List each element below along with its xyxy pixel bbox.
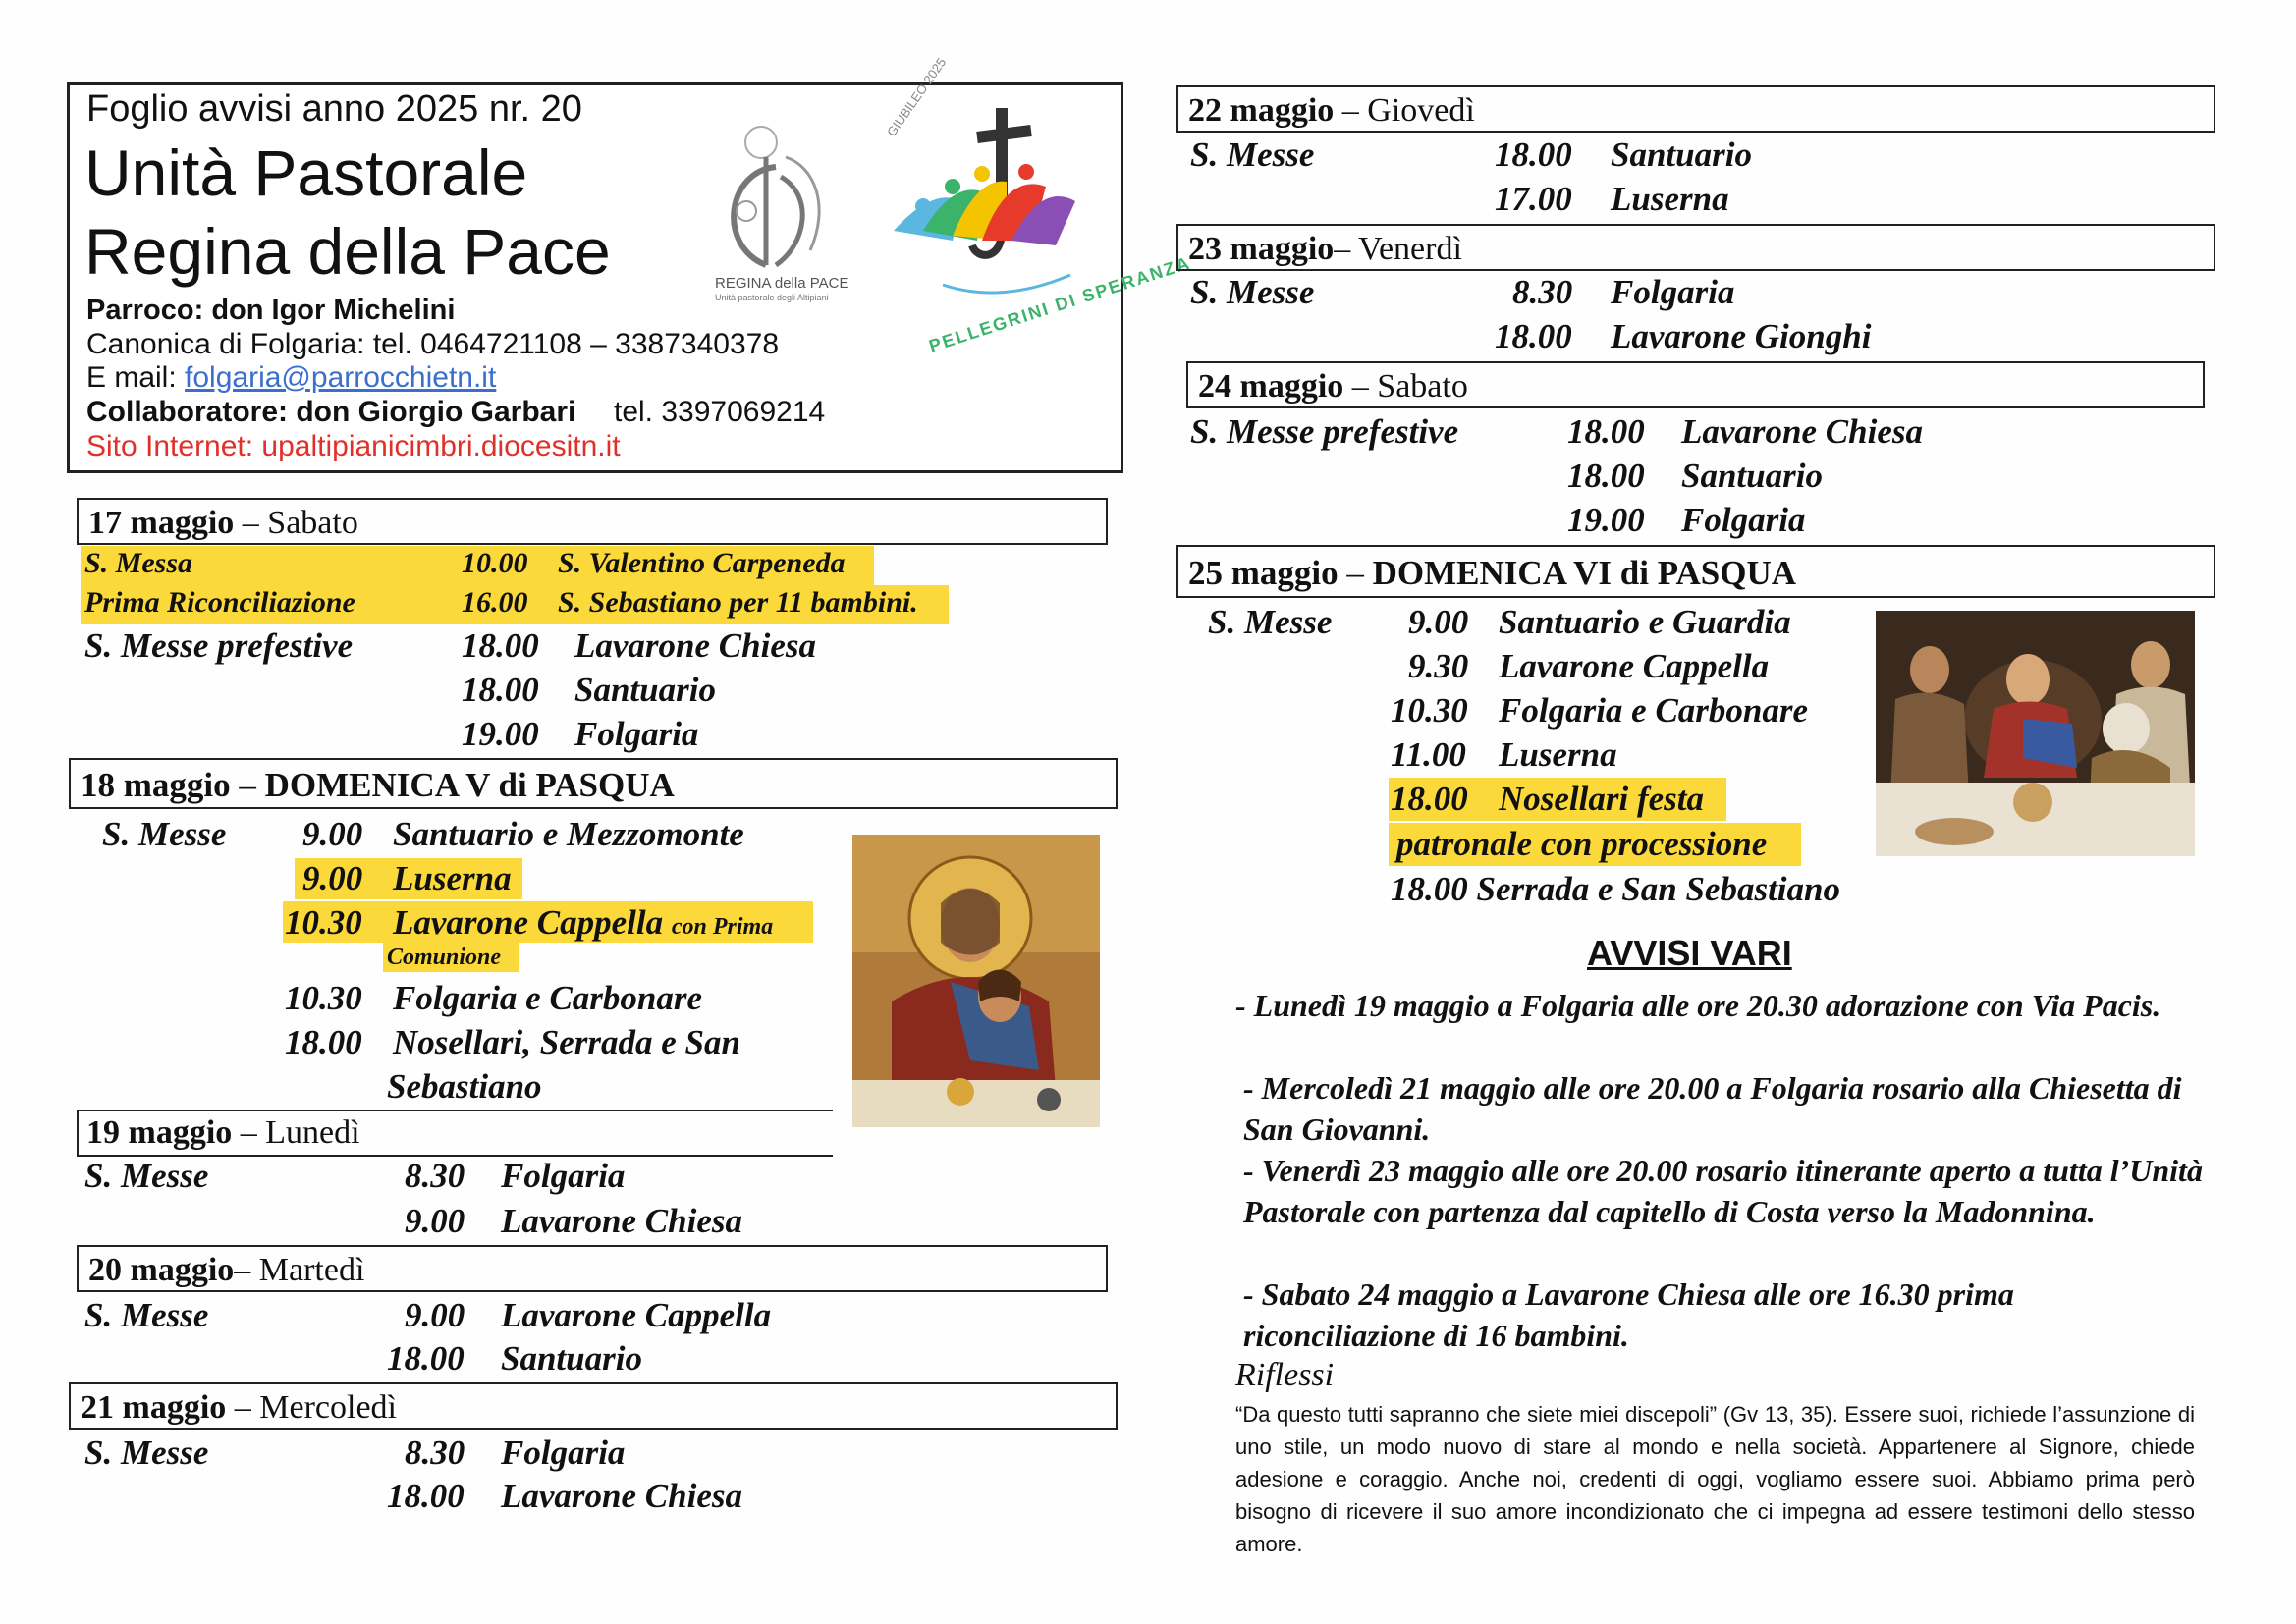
row-time: 18.00	[1567, 457, 1645, 495]
row-time: 10.30	[1391, 691, 1468, 730]
row-label: S. Messe	[84, 1434, 209, 1472]
regina-pace-logo	[707, 118, 854, 309]
row-time: 8.30	[405, 1157, 465, 1195]
row-place: Lavarone Chiesa	[501, 1477, 742, 1515]
day-header-22: 22 maggio – Giovedì	[1176, 85, 2215, 133]
row-time: 10.30	[285, 903, 362, 942]
row-label: S. Messe	[84, 1157, 209, 1195]
row-place: S. Sebastiano per 11 bambini.	[558, 586, 918, 619]
row-label: S. Messe	[1190, 135, 1315, 174]
row-time: 18.00	[462, 671, 539, 709]
row-time: 10.00	[462, 547, 528, 579]
row-time: 19.00	[462, 715, 539, 753]
row-place: Lavarone Chiesa	[574, 626, 816, 665]
row-place: Santuario	[1611, 135, 1752, 174]
row-place: Folgaria e Carbonare	[1499, 691, 1809, 730]
last-supper-icon-image	[852, 835, 1100, 1127]
row-time: 17.00	[1495, 180, 1572, 218]
row-place: Sebastiano	[387, 1067, 542, 1106]
row-place: Lavarone Cappella	[501, 1296, 772, 1334]
logo-caption: REGINA della PACE	[715, 275, 849, 292]
logo-subcaption: Unità pastorale degli Altipiani	[715, 293, 829, 302]
sito-internet[interactable]: Sito Internet: upaltipianicimbri.diocesitn.it	[86, 430, 621, 462]
email-line	[86, 361, 496, 395]
row-place: Folgaria	[501, 1434, 626, 1472]
day-header-17: 17 maggio – Sabato	[77, 498, 1108, 545]
row-label: S. Messe	[84, 1296, 209, 1334]
riflessi-text: “Da questo tutti sapranno che siete miei discepoli” (Gv 13, 35). Essere suoi, richiede l’assunzione di uno stile, un modo nuovo di stare al mondo e nella società. Appartenere al Signore, chiede adesione e coraggio. Anche noi, credenti di oggi, vogliamo essere suoi. Abbiamo prima però bisogno di ricevere il suo amore incondizionato che ci impegna ad essere testimoni dello stesso amore.	[1235, 1402, 2195, 1556]
row-label: S. Messa	[84, 547, 193, 579]
row-time: 18.00	[1495, 317, 1572, 355]
row-label: S. Messe	[1190, 273, 1315, 311]
canonica: Canonica di Folgaria: tel. 0464721108 – 3387340378	[86, 328, 779, 360]
row-place: Santuario	[1681, 457, 1823, 495]
row-time: 18.00	[1391, 780, 1468, 818]
row-place: Lavarone Cappella con Prima	[393, 903, 774, 942]
row-time: 18.00	[285, 1023, 362, 1061]
day-header-21: 21 maggio – Mercoledì	[69, 1382, 1118, 1430]
riflessi-title: Riflessi	[1235, 1357, 1335, 1393]
row-time: 9.00	[302, 859, 363, 897]
row-time: 9.00	[405, 1202, 465, 1240]
row-time: 18.00	[1495, 135, 1572, 174]
row-place: Luserna	[393, 859, 512, 897]
row-place: Lavarone Gionghi	[1611, 317, 1872, 355]
row-place: Santuario e Guardia	[1499, 603, 1791, 641]
row-label: Prima Riconciliazione	[84, 586, 355, 619]
page-subtitle: Regina della Pace	[84, 215, 611, 288]
collaboratore-tel: tel. 3397069214	[614, 396, 826, 428]
sheet-number: Foglio avvisi anno 2025 nr. 20	[86, 88, 582, 130]
row-time: 9.00	[405, 1296, 465, 1334]
row-place: Santuario e Mezzomonte	[393, 815, 744, 853]
jubilee-motto: PELLEGRINI DI SPERANZA	[926, 252, 1194, 356]
row-label: S. Messe	[1208, 603, 1333, 641]
email-link[interactable]: folgaria@parrocchietn.it	[185, 361, 497, 394]
row-place: patronale con processione	[1396, 825, 1768, 863]
emmaus-painting-image	[1876, 611, 2195, 856]
row-place: Lavarone Chiesa	[1681, 412, 1923, 451]
row-time: 10.30	[285, 979, 362, 1017]
row-time: 18.00	[1567, 412, 1645, 451]
jubilee-logo	[884, 55, 1194, 356]
day-header-19: 19 maggio – Lunedì	[86, 1114, 360, 1151]
day-header-18: 18 maggio – DOMENICA V di PASQUA	[69, 758, 1118, 809]
avviso-item: - Sabato 24 maggio a Lavarone Chiesa alle ore 16.30 prima riconciliazione di 16 bambini.	[1243, 1276, 2014, 1353]
row-label: S. Messe prefestive	[1190, 412, 1459, 451]
day-header-24: 24 maggio – Sabato	[1186, 361, 2205, 408]
avviso-item: - Mercoledì 21 maggio alle ore 20.00 a Folgaria rosario alla Chiesetta di San Giovanni.	[1243, 1070, 2182, 1147]
row-place: Luserna	[1611, 180, 1729, 218]
row-time: 18.00	[387, 1339, 465, 1378]
page-title: Unità Pastorale	[84, 136, 528, 209]
row-place: Nosellari festa	[1499, 780, 1705, 818]
day-header-20: 20 maggio– Martedì	[77, 1245, 1108, 1292]
row-full: 18.00 Serrada e San Sebastiano	[1391, 870, 1840, 908]
row-time: 16.00	[462, 586, 528, 619]
row-time: 9.00	[1408, 603, 1469, 641]
row-time: 9.00	[302, 815, 363, 853]
row-label: S. Messe prefestive	[84, 626, 354, 665]
row-time: 8.30	[1512, 273, 1573, 311]
row-place: Folgaria	[1611, 273, 1735, 311]
avviso-item: - Lunedì 19 maggio a Folgaria alle ore 20.30 adorazione con Via Pacis.	[1235, 988, 2161, 1023]
row-place: Folgaria	[1681, 501, 1806, 539]
day-header-25: 25 maggio – DOMENICA VI di PASQUA	[1176, 545, 2215, 598]
row-place: Folgaria	[574, 715, 699, 753]
row-time: 9.30	[1408, 647, 1469, 685]
collaboratore: Collaboratore: don Giorgio Garbari	[86, 396, 576, 428]
row-place: Santuario	[501, 1339, 642, 1378]
row-place: Lavarone Chiesa	[501, 1202, 742, 1240]
row-time: 18.00	[387, 1477, 465, 1515]
row-place: Lavarone Cappella	[1499, 647, 1770, 685]
row-place: Folgaria e Carbonare	[393, 979, 703, 1017]
day-header-19-left	[77, 1110, 79, 1157]
row-time: 18.00	[462, 626, 539, 665]
avviso-item: - Venerdì 23 maggio alle ore 20.00 rosario itinerante aperto a tutta l’Unità Pastorale con partenza dal capitello di Costa verso la Madonnina.	[1243, 1153, 2203, 1229]
row-place: Nosellari, Serrada e San	[393, 1023, 740, 1061]
jubilee-year: GIUBILEO 2025	[884, 55, 950, 139]
row-place: Comunione	[387, 945, 502, 970]
row-time: 11.00	[1391, 735, 1466, 774]
row-place: Luserna	[1499, 735, 1617, 774]
row-place: S. Valentino Carpeneda	[558, 547, 846, 579]
row-label: S. Messe	[102, 815, 227, 853]
parroco: Parroco: don Igor Michelini	[86, 295, 456, 326]
row-time: 19.00	[1567, 501, 1645, 539]
email-label: E mail:	[86, 361, 186, 394]
day-header-23: 23 maggio– Venerdì	[1176, 224, 2215, 271]
avvisi-title: AVVISI VARI	[1587, 933, 1792, 973]
row-place: Santuario	[574, 671, 716, 709]
row-place: Folgaria	[501, 1157, 626, 1195]
row-time: 8.30	[405, 1434, 465, 1472]
